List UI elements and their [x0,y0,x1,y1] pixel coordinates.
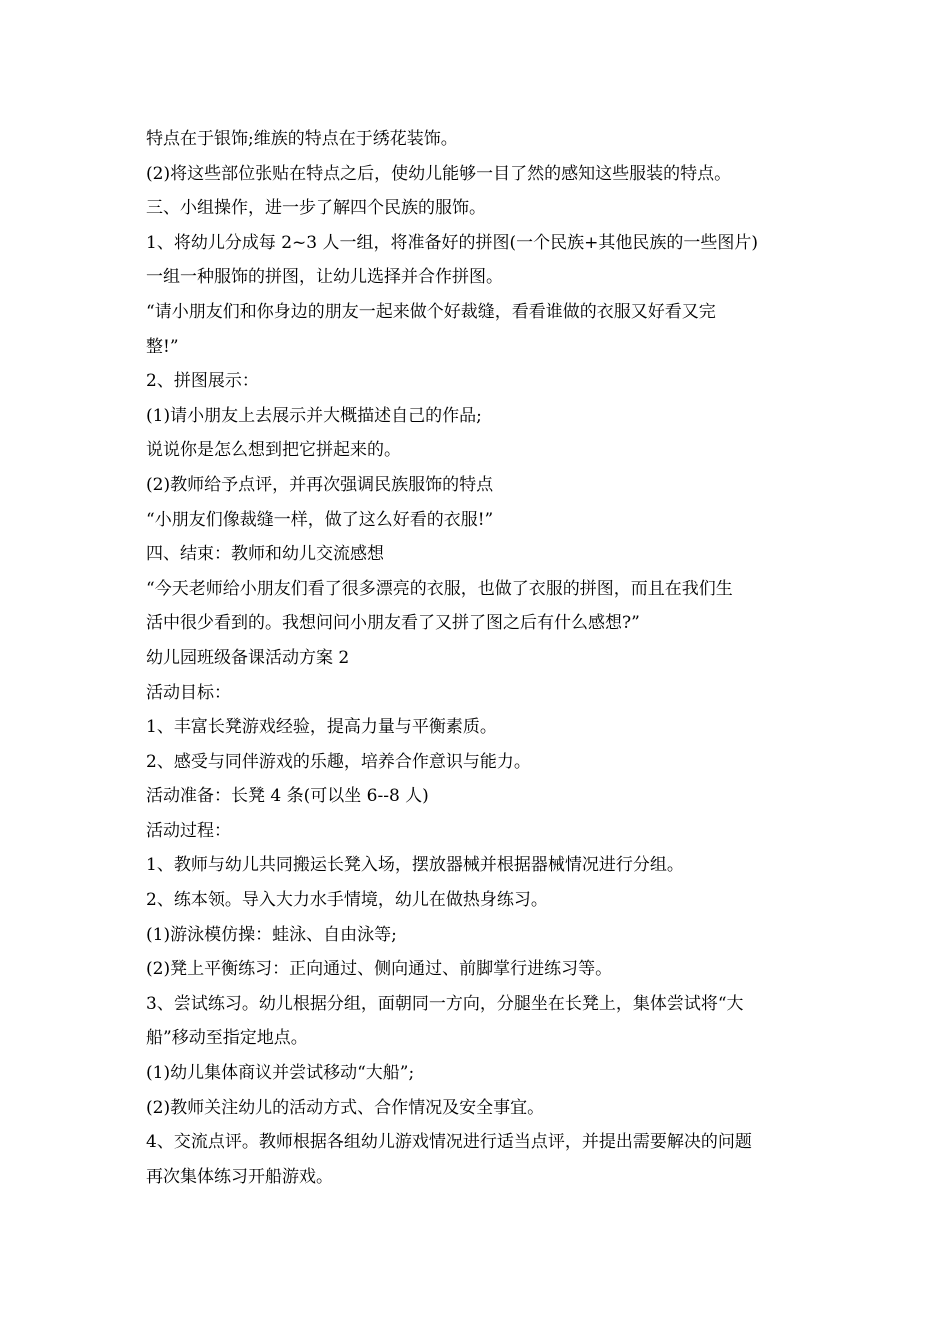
text-line: 2、感受与同伴游戏的乐趣，培养合作意识与能力。 [146,751,531,772]
text-line: 4、交流点评。教师根据各组幼儿游戏情况进行适当点评，并提出需要解决的问题 [146,1132,752,1153]
text-line: (1)幼儿集体商议并尝试移动“大船”; [146,1063,415,1084]
text-line: 3、尝试练习。幼儿根据分组，面朝同一方向，分腿坐在长凳上，集体尝试将“大 [146,993,744,1014]
text-line: (1)游泳模仿操：蛙泳、自由泳等; [146,924,397,945]
text-line: 说说你是怎么想到把它拼起来的。 [146,440,401,461]
section-heading: 三、小组操作，进一步了解四个民族的服饰。 [146,198,486,219]
text-line: 2、练本领。导入大力水手情境，幼儿在做热身练习。 [146,890,548,911]
text-line: 整!” [146,336,179,357]
text-line: (2)将这些部位张贴在特点之后，使幼儿能够一目了然的感知这些服装的特点。 [146,163,732,184]
section-heading: 活动过程： [146,820,231,841]
text-line: 2、拼图展示： [146,371,259,392]
text-line: “小朋友们像裁缝一样，做了这么好看的衣服!” [146,509,494,530]
text-line: 活动准备：长凳 4 条(可以坐 6--8 人) [146,786,429,807]
text-line: “请小朋友们和你身边的朋友一起来做个好裁缝，看看谁做的衣服又好看又完 [146,301,716,322]
text-line: 船”移动至指定地点。 [146,1028,308,1049]
text-line: (1)请小朋友上去展示并大概描述自己的作品; [146,405,482,426]
section-heading: 活动目标： [146,682,231,703]
text-line: (2)教师关注幼儿的活动方式、合作情况及安全事宜。 [146,1097,545,1118]
text-line: 特点在于银饰;维族的特点在于绣花装饰。 [146,129,458,149]
text-line: 一组一种服饰的拼图，让幼儿选择并合作拼图。 [146,267,503,288]
text-line: 再次集体练习开船游戏。 [146,1166,333,1187]
text-line: 1、丰富长凳游戏经验，提高力量与平衡素质。 [146,717,497,738]
text-line: 活中很少看到的。我想问问小朋友看了又拼了图之后有什么感想?” [146,613,640,634]
text-line: 1、教师与幼儿共同搬运长凳入场，摆放器械并根据器械情况进行分组。 [146,855,684,876]
document-title: 幼儿园班级备课活动方案 2 [146,647,350,668]
document-body [146,122,816,1194]
text-line: 1、将幼儿分成每 2~3 人一组，将准备好的拼图(一个民族+其他民族的一些图片) [146,232,759,253]
text-line: (2)凳上平衡练习：正向通过、侧向通过、前脚掌行进练习等。 [146,959,613,980]
section-heading: 四、结束：教师和幼儿交流感想 [146,544,384,565]
text-line: (2)教师给予点评，并再次强调民族服饰的特点 [146,474,494,495]
text-line: “今天老师给小朋友们看了很多漂亮的衣服，也做了衣服的拼图，而且在我们生 [146,578,733,599]
